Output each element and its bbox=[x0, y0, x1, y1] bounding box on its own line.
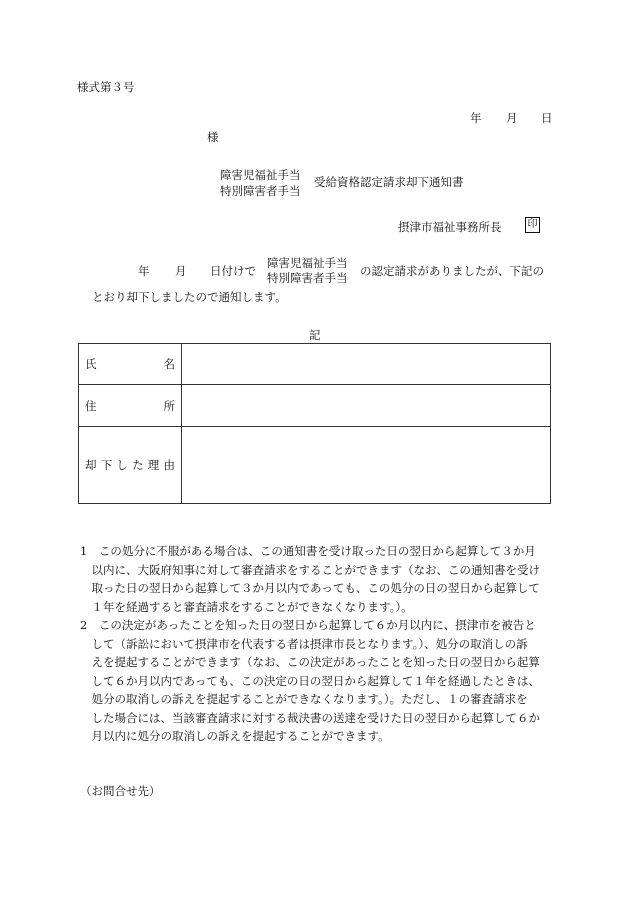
label-char: 名 bbox=[163, 357, 175, 371]
name-label bbox=[79, 344, 182, 385]
date-year-label: 年 bbox=[470, 111, 482, 125]
seal-mark: 印 bbox=[525, 217, 540, 233]
label-char: 理 bbox=[147, 458, 160, 472]
body-text-line2: とおり却下しましたので通知します。 bbox=[92, 290, 287, 304]
note-line: 処分の取消しの訴えを提起することができなくなります。）。ただし、１の審査請求を bbox=[80, 692, 528, 706]
label-char: 却 bbox=[85, 458, 97, 472]
body-text-tail: の認定請求がありましたが、下記の bbox=[360, 264, 544, 278]
date-day-label: 日 bbox=[541, 111, 553, 125]
note-line: して（訴訟において摂津市を代表する者は摂津市長となります。）、処分の取消しの訴 bbox=[80, 636, 528, 651]
note-line: 2 この決定があったことを知った日の翌日から起算して６か月以内に、摂津市を被告と bbox=[80, 618, 536, 632]
note-line: １年を経過すると審査請求をすることができなくなります。）。 bbox=[80, 599, 413, 614]
label-char: 住 bbox=[85, 398, 97, 413]
table-row-address bbox=[79, 385, 551, 427]
body-dated-label: 日付けで bbox=[210, 264, 256, 278]
record-table bbox=[78, 343, 551, 504]
address-value[interactable] bbox=[182, 385, 551, 427]
note-line: 取った日の翌日から起算して３か月以内であっても、この処分の日の翌日から起算して bbox=[80, 581, 540, 595]
table-row-name bbox=[79, 344, 551, 385]
title-allowance-1: 障害児福祉手当 bbox=[220, 168, 301, 182]
addressee-suffix: 様 bbox=[207, 130, 219, 144]
date-month-label: 月 bbox=[506, 111, 518, 125]
note-line: 以内に、大阪府知事に対して審査請求をすることができます（なお、この通知書を受け bbox=[80, 562, 540, 577]
note-line: 月以内に処分の取消しの訴えを提起することができます。 bbox=[80, 729, 390, 743]
note-line: えを提起することができます（なお、この決定があったことを知った日の翌日から起算 bbox=[80, 655, 540, 669]
reason-value[interactable] bbox=[182, 427, 551, 504]
name-value[interactable] bbox=[182, 344, 551, 385]
notes-section bbox=[80, 542, 560, 746]
label-char: 由 bbox=[163, 458, 175, 472]
label-char: た bbox=[132, 458, 144, 472]
body-allowance-stack bbox=[267, 256, 348, 286]
form-number: 様式第３号 bbox=[77, 80, 135, 94]
label-char: 氏 bbox=[85, 357, 97, 371]
reason-label bbox=[79, 427, 182, 504]
contact-heading: （お問合せ先） bbox=[80, 784, 161, 798]
body-year-label: 年 bbox=[138, 264, 150, 278]
title-allowance-stack bbox=[220, 167, 301, 199]
label-char: 下 bbox=[100, 458, 113, 472]
note-line: した場合には、当該審査請求に対する裁決書の送達を受けた日の翌日から起算して６か bbox=[80, 710, 540, 725]
note-line: して６か月以内であっても、この決定の日の翌日から起算して１年を経過したときは、 bbox=[80, 673, 540, 688]
body-allowance-2: 特別障害者手当 bbox=[267, 271, 348, 285]
note-line: 1 この処分に不服がある場合は、この通知書を受け取った日の翌日から起算して３か月 bbox=[80, 544, 536, 558]
title-allowance-2: 特別障害者手当 bbox=[220, 184, 301, 198]
address-label bbox=[79, 385, 182, 427]
table-row-reason bbox=[79, 427, 551, 504]
body-month-label: 月 bbox=[175, 264, 187, 278]
body-allowance-1: 障害児福祉手当 bbox=[267, 256, 348, 270]
label-char: 所 bbox=[163, 398, 175, 413]
issuer-name: 摂津市福祉事務所長 bbox=[398, 220, 502, 234]
document-title: 受給資格認定請求却下通知書 bbox=[314, 175, 464, 189]
label-char: し bbox=[116, 458, 128, 472]
ki-heading: 記 bbox=[309, 328, 321, 342]
